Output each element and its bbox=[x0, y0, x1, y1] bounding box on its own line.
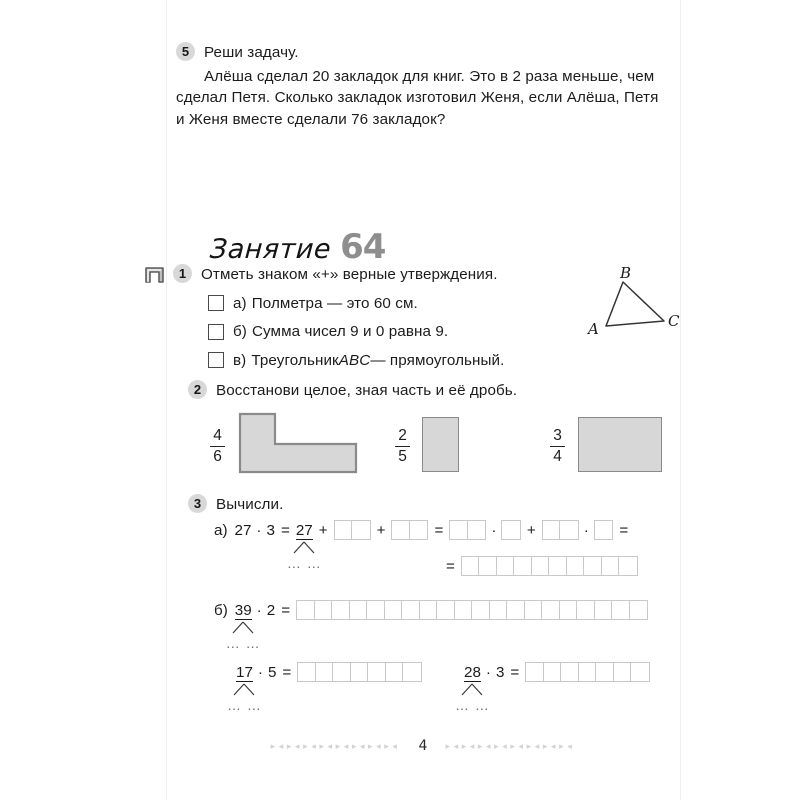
decomposition-legs-icon bbox=[459, 683, 485, 696]
fraction-4-6-denominator: 6 bbox=[213, 447, 222, 465]
answer-cell[interactable] bbox=[367, 601, 385, 619]
fraction-3-4 bbox=[550, 428, 565, 465]
answer-cell[interactable] bbox=[350, 601, 368, 619]
figure-tall-rectangle bbox=[422, 417, 459, 472]
task-3-prompt: Вычисли. bbox=[216, 496, 284, 513]
answer-boxes-a4[interactable] bbox=[501, 520, 521, 540]
fraction-4-6-numerator: 4 bbox=[213, 426, 222, 444]
answer-cell[interactable] bbox=[368, 663, 386, 681]
fraction-bar bbox=[550, 446, 565, 447]
answer-cell[interactable] bbox=[579, 663, 597, 681]
answer-cell[interactable] bbox=[455, 601, 473, 619]
line-c-decomposition bbox=[227, 663, 262, 713]
statement-c-pre: Треугольник bbox=[251, 351, 339, 369]
answer-cell[interactable] bbox=[352, 521, 370, 539]
answer-cell[interactable] bbox=[298, 663, 316, 681]
line-c-tree-dots: … … bbox=[227, 696, 262, 713]
triangle-vertex-c: C bbox=[668, 312, 680, 330]
answer-cell[interactable] bbox=[472, 601, 490, 619]
line-c-mult: · bbox=[257, 663, 263, 681]
task-3-line-a-result bbox=[440, 556, 638, 576]
decomposition-legs-icon bbox=[230, 621, 256, 634]
line-b-label: б) bbox=[214, 601, 228, 619]
line-a-equals-2: = bbox=[434, 521, 444, 539]
line-d-factor2: 3 bbox=[495, 663, 505, 681]
figure-wide-rectangle bbox=[578, 417, 662, 472]
line-b-decomposition bbox=[225, 601, 261, 651]
answer-cell[interactable] bbox=[316, 663, 334, 681]
answer-cell[interactable] bbox=[543, 521, 561, 539]
answer-boxes-a3[interactable] bbox=[449, 520, 486, 540]
answer-cell[interactable] bbox=[392, 521, 410, 539]
line-a-label: а) bbox=[214, 521, 228, 539]
line-d-tree-value: 28 bbox=[464, 663, 481, 681]
answer-boxes-a5[interactable] bbox=[542, 520, 579, 540]
answer-cell[interactable] bbox=[561, 663, 579, 681]
answer-boxes-a6[interactable] bbox=[594, 520, 614, 540]
answer-cell[interactable] bbox=[614, 663, 632, 681]
answer-cell[interactable] bbox=[410, 521, 428, 539]
answer-cell[interactable] bbox=[544, 663, 562, 681]
answer-cell[interactable] bbox=[351, 663, 369, 681]
text-block-rule-left bbox=[166, 0, 167, 800]
task-1-statement-c[interactable] bbox=[208, 350, 684, 372]
line-a-mult-2: · bbox=[491, 521, 497, 539]
task-1-prompt: Отметь знаком «+» верные утверждения. bbox=[201, 266, 498, 283]
line-a-tree-value: 27 bbox=[295, 521, 313, 539]
task-1-number: 1 bbox=[173, 264, 192, 283]
answer-cell[interactable] bbox=[386, 663, 404, 681]
line-a-equals-3: = bbox=[619, 521, 629, 539]
line-a-factor2: 3 bbox=[266, 521, 275, 539]
lesson-heading bbox=[210, 227, 385, 267]
statement-b-label: б) bbox=[233, 323, 247, 340]
line-b-tree-value: 39 bbox=[234, 601, 252, 619]
fraction-2-5 bbox=[395, 428, 410, 465]
answer-boxes-c[interactable] bbox=[297, 662, 422, 682]
answer-cell[interactable] bbox=[297, 601, 315, 619]
fraction-bar bbox=[395, 446, 410, 447]
answer-cell[interactable] bbox=[468, 521, 486, 539]
answer-cell[interactable] bbox=[560, 601, 578, 619]
line-a-equals: = bbox=[280, 521, 290, 539]
statement-b-text: Сумма чисел 9 и 0 равна 9. bbox=[251, 323, 449, 340]
pi-marker-icon bbox=[144, 265, 166, 284]
page-footer bbox=[166, 738, 680, 754]
answer-cell[interactable] bbox=[595, 521, 613, 539]
answer-cell[interactable] bbox=[450, 521, 468, 539]
footer-ornament-left: ▸◂▸◂▸◂▸◂▸◂▸◂▸◂▸◂ bbox=[270, 741, 401, 751]
fraction-3-4-denominator: 4 bbox=[553, 447, 562, 465]
decomposition-legs-icon bbox=[231, 683, 257, 696]
answer-cell[interactable] bbox=[577, 601, 595, 619]
task-2-number: 2 bbox=[188, 380, 207, 399]
answer-cell[interactable] bbox=[497, 557, 515, 575]
answer-cell[interactable] bbox=[462, 557, 480, 575]
answer-cell[interactable] bbox=[567, 557, 585, 575]
answer-cell[interactable] bbox=[507, 601, 525, 619]
page-number: 4 bbox=[418, 738, 428, 754]
answer-cell[interactable] bbox=[630, 601, 648, 619]
answer-cell[interactable] bbox=[549, 557, 567, 575]
answer-cell[interactable] bbox=[560, 521, 578, 539]
answer-cell[interactable] bbox=[532, 557, 550, 575]
lesson-heading-word: Занятие bbox=[208, 234, 333, 266]
fraction-2-5-denominator: 5 bbox=[398, 447, 407, 465]
statement-c-post: — прямоугольный. bbox=[370, 351, 505, 369]
answer-cell[interactable] bbox=[335, 521, 353, 539]
line-c-tree-value: 17 bbox=[236, 663, 253, 681]
fraction-2-5-numerator: 2 bbox=[398, 426, 407, 444]
answer-cell[interactable] bbox=[479, 557, 497, 575]
task-3-line-d bbox=[455, 662, 650, 713]
line-b-mult: · bbox=[256, 601, 262, 619]
fraction-4-6 bbox=[210, 428, 225, 465]
answer-cell[interactable] bbox=[385, 601, 403, 619]
lesson-heading-number: 64 bbox=[340, 227, 386, 268]
task-2 bbox=[188, 380, 688, 474]
answer-cell[interactable] bbox=[631, 663, 649, 681]
triangle-vertex-b: B bbox=[620, 264, 632, 282]
answer-cell[interactable] bbox=[502, 521, 520, 539]
answer-cell[interactable] bbox=[542, 601, 560, 619]
decomposition-legs-icon bbox=[291, 541, 317, 554]
line-d-equals: = bbox=[510, 663, 520, 681]
line-a-tree-dots: … … bbox=[286, 554, 322, 571]
checkbox-a[interactable] bbox=[208, 295, 224, 311]
task-5 bbox=[176, 42, 676, 145]
statement-a-text: Полметра — это 60 см. bbox=[251, 294, 418, 312]
answer-cell[interactable] bbox=[612, 601, 630, 619]
answer-cell[interactable] bbox=[514, 557, 532, 575]
checkbox-b[interactable] bbox=[208, 324, 224, 340]
answer-cell[interactable] bbox=[596, 663, 614, 681]
statement-a-label: а) bbox=[233, 294, 247, 312]
checkbox-c[interactable] bbox=[208, 352, 224, 368]
fraction-3-4-numerator: 3 bbox=[553, 426, 562, 444]
answer-cell[interactable] bbox=[332, 601, 350, 619]
task-2-figures bbox=[210, 412, 688, 474]
answer-boxes-a-result[interactable] bbox=[461, 556, 638, 576]
answer-boxes-a2[interactable] bbox=[391, 520, 428, 540]
answer-cell[interactable] bbox=[315, 601, 333, 619]
line-d-tree-dots: … … bbox=[455, 696, 490, 713]
task-5-number: 5 bbox=[176, 42, 195, 61]
task-3-number: 3 bbox=[188, 494, 207, 513]
answer-cell[interactable] bbox=[595, 601, 613, 619]
task-5-title: Реши задачу. bbox=[204, 44, 299, 61]
line-a-plus-1: + bbox=[318, 521, 328, 539]
answer-cell[interactable] bbox=[402, 601, 420, 619]
task-3-line-b bbox=[214, 600, 648, 651]
answer-cell[interactable] bbox=[525, 601, 543, 619]
answer-cell[interactable] bbox=[584, 557, 602, 575]
line-d-decomposition bbox=[455, 663, 490, 713]
answer-cell[interactable] bbox=[619, 557, 637, 575]
figure-l-shape bbox=[238, 412, 358, 479]
line-a-mult: · bbox=[256, 521, 262, 539]
statement-c-label: в) bbox=[233, 351, 247, 369]
line-a-decomposition bbox=[286, 521, 322, 571]
line-d-mult: · bbox=[485, 663, 491, 681]
answer-cell[interactable] bbox=[526, 663, 544, 681]
task-3-line-c bbox=[227, 662, 422, 713]
task-3 bbox=[188, 494, 688, 713]
answer-cell[interactable] bbox=[333, 663, 351, 681]
line-a-mult-3: · bbox=[583, 521, 589, 539]
answer-boxes-b[interactable] bbox=[296, 600, 648, 620]
answer-cell[interactable] bbox=[437, 601, 455, 619]
answer-boxes-d[interactable] bbox=[525, 662, 650, 682]
line-b-tree-dots: … … bbox=[225, 634, 261, 651]
answer-cell[interactable] bbox=[490, 601, 508, 619]
answer-cell[interactable] bbox=[602, 557, 620, 575]
triangle-abc-figure bbox=[578, 264, 684, 344]
statement-c-triangle-name: ABC bbox=[338, 351, 371, 369]
line-c-factor2: 5 bbox=[267, 663, 277, 681]
line-b-factor2: 2 bbox=[266, 601, 276, 619]
answer-cell[interactable] bbox=[420, 601, 438, 619]
triangle-vertex-a: A bbox=[588, 320, 599, 338]
line-a-factor1: 27 bbox=[234, 521, 252, 539]
line-a-plus-2: + bbox=[376, 521, 386, 539]
line-a-plus-3: + bbox=[526, 521, 536, 539]
task-5-body: Алёша сделал 20 закладок для книг. Это в 2 раза меньше, чем сделал Петя. Сколько закладок изготовил Женя, если Алёша, Петя и Женя вместе сделали 76 закладок? bbox=[176, 67, 659, 128]
task-2-prompt: Восстанови целое, зная часть и её дробь. bbox=[216, 382, 518, 399]
answer-cell[interactable] bbox=[403, 663, 421, 681]
answer-boxes-a1[interactable] bbox=[334, 520, 371, 540]
line-b-equals: = bbox=[281, 601, 291, 619]
line-c-equals: = bbox=[282, 663, 292, 681]
line-a-result-equals: = bbox=[446, 557, 455, 575]
footer-ornament-right: ▸◂▸◂▸◂▸◂▸◂▸◂▸◂▸◂ bbox=[445, 741, 576, 751]
task-3-line-a bbox=[214, 520, 634, 571]
fraction-bar bbox=[210, 446, 225, 447]
